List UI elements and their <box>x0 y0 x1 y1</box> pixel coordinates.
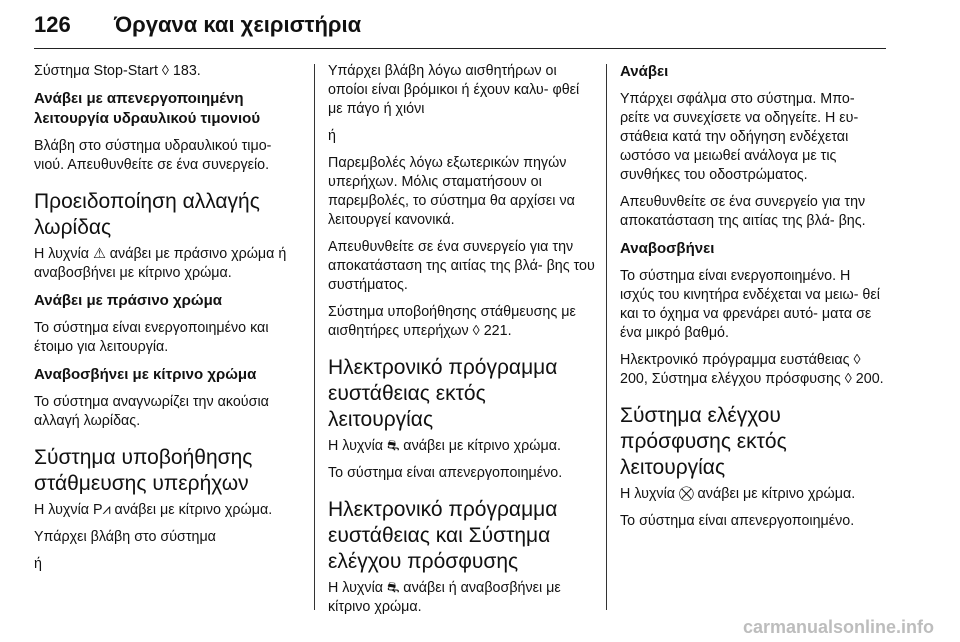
column-1 <box>34 62 302 582</box>
column-divider <box>606 64 607 610</box>
heading-lane-warning: Προειδοποίηση αλλαγής λωρίδας <box>34 190 260 239</box>
text-or: ή <box>34 556 42 572</box>
column-2 <box>328 62 596 625</box>
parking-assist-ref: Σύστημα υποβοήθησης στάθμευσης με αισθητήρες υπερήχων ◊ 221. <box>328 304 576 339</box>
header-rule <box>34 48 886 49</box>
text-dirty-sensors: Υπάρχει βλάβη λόγω αισθητήρων οι οποίοι είναι βρόμικοι ή έχουν καλυ- φθεί με πάγο ή χιόνι <box>328 63 580 117</box>
heading-flashing: Αναβοσβήνει <box>620 240 715 257</box>
esp-traction-refs: Ηλεκτρονικό πρόγραμμα ευστάθειας ◊ 200, Σύστημα ελέγχου πρόσφυσης ◊ 200. <box>620 352 884 387</box>
page-header <box>34 8 886 48</box>
text-esp-traction-lamp: Η λυχνία ⛐ ανάβει ή αναβοσβήνει με κίτρινο χρώμα. <box>328 580 561 615</box>
text-fault: Υπάρχει βλάβη στο σύστημα <box>34 529 216 545</box>
text-hydraulic-steering: Βλάβη στο σύστημα υδραυλικού τιμο- νιού. Απευθυνθείτε σε ένα συνεργείο. <box>34 138 272 173</box>
text-lit: Υπάρχει σφάλμα στο σύστημα. Μπο- ρείτε να συνεχίσετε να οδηγείτε. Η ευ- στάθεια κατά την οδήγηση ενδέχεται ωστόσο να μειωθεί ανάλογα με τις συνθήκες του οδοστρώματος. <box>620 91 859 183</box>
stop-start-ref: Σύστημα Stop-Start ◊ 183. <box>34 63 201 79</box>
heading-lit: Ανάβει <box>620 63 669 80</box>
text-green: Το σύστημα είναι ενεργοποιημένο και έτοιμο για λειτουργία. <box>34 320 269 355</box>
text-interference: Παρεμβολές λόγω εξωτερικών πηγών υπερήχων. Μόλις σταματήσουν οι παρεμβολές, το σύστημα θα αρχίσει να λειτουργεί κανονικά. <box>328 155 575 228</box>
page-title: Όργανα και χειριστήρια <box>114 12 362 37</box>
text-esp-off-lamp: Η λυχνία ⛐ ανάβει με κίτρινο χρώμα. <box>328 438 561 454</box>
text-contact-workshop: Απευθυνθείτε σε ένα συνεργείο για την αποκατάσταση της αιτίας της βλά- βης του συστήματος. <box>328 239 595 293</box>
heading-hydraulic-steering: Ανάβει με απενεργοποιημένη λειτουργία υδραυλικού τιμονιού <box>34 90 261 127</box>
watermark: carmanualsonline.info <box>742 617 934 637</box>
text-lane-warning: Η λυχνία ⚠ ανάβει με πράσινο χρώμα ή αναβοσβήνει με κίτρινο χρώμα. <box>34 246 287 281</box>
text-traction-off-lamp: Η λυχνία ⛒ ανάβει με κίτρινο χρώμα. <box>620 486 856 502</box>
heading-green: Ανάβει με πράσινο χρώμα <box>34 292 222 309</box>
heading-parking-assist: Σύστημα υποβοήθησης στάθμευσης υπερήχων <box>34 446 253 495</box>
text-traction-off-state: Το σύστημα είναι απενεργοποιημένο. <box>620 513 855 529</box>
column-divider <box>314 64 315 610</box>
heading-esp-off: Ηλεκτρονικό πρόγραμμα ευστάθειας εκτός λειτουργίας <box>328 356 558 431</box>
page-number: 126 <box>34 12 71 37</box>
text-parking-assist: Η λυχνία P⩘ ανάβει με κίτρινο χρώμα. <box>34 502 273 518</box>
text-flashing: Το σύστημα είναι ενεργοποιημένο. Η ισχύς του κινητήρα ενδέχεται να μειω- θεί και το όχημα να φρενάρει αυτό- ματα σε ένα μικρό βαθμό. <box>620 268 880 341</box>
heading-traction-off: Σύστημα ελέγχου πρόσφυσης εκτός λειτουργίας <box>620 404 787 479</box>
heading-esp-traction: Ηλεκτρονικό πρόγραμμα ευστάθειας και Σύστημα ελέγχου πρόσφυσης <box>328 498 558 573</box>
heading-yellow: Αναβοσβήνει με κίτρινο χρώμα <box>34 366 257 383</box>
text-yellow: Το σύστημα αναγνωρίζει την ακούσια αλλαγή λωρίδας. <box>34 394 269 429</box>
text-esp-off-state: Το σύστημα είναι απενεργοποιημένο. <box>328 465 563 481</box>
text-lit-contact: Απευθυνθείτε σε ένα συνεργείο για την αποκατάσταση της αιτίας της βλά- βης. <box>620 194 866 229</box>
column-3 <box>620 62 888 539</box>
text-or: ή <box>328 128 336 144</box>
